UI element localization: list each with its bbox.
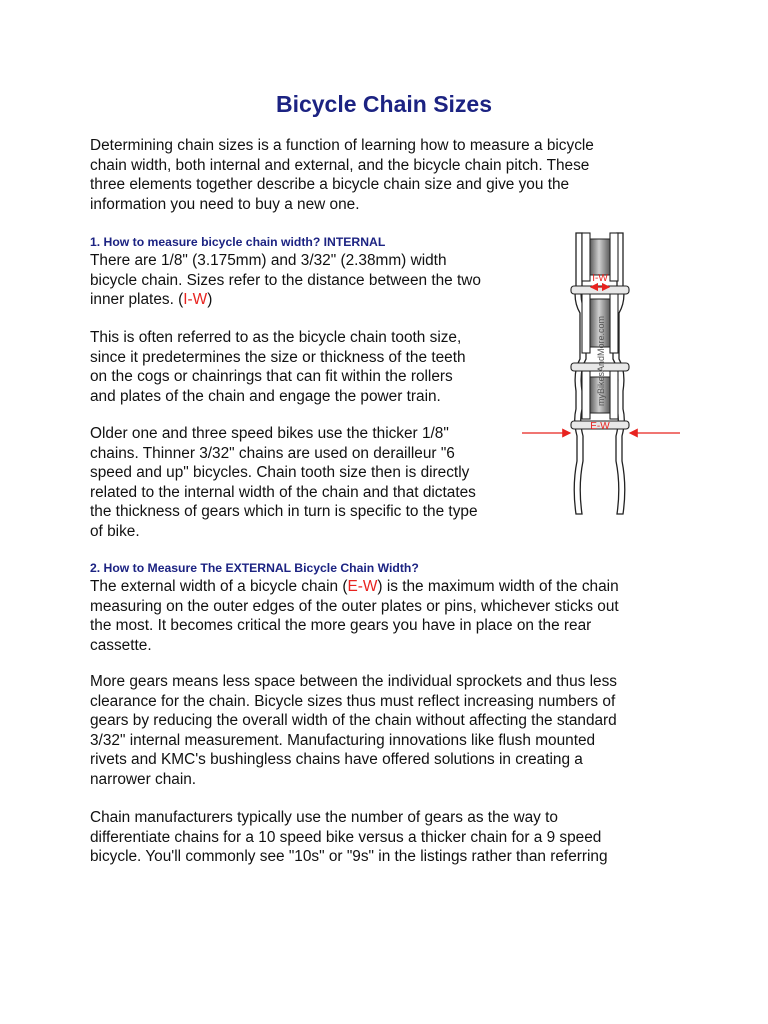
ew-label: E-W [590,421,610,432]
paragraph-line: related to the internal width of the chain and that dictates [90,483,476,501]
paragraph-line: of bike. [90,522,140,540]
paragraph-text: The external width of a bicycle chain ( [90,578,348,595]
paragraph-line: measuring on the outer edges of the outer plates or pins, whichever sticks out [90,597,619,615]
paragraph-line [90,290,481,310]
paragraph-text: inner plates. ( [90,291,184,309]
paragraph-line: on the cogs or chainrings that can fit within the rollers [90,368,453,386]
paragraph-line: 3/32" internal measurement. Manufacturing innovations like flush mounted [90,731,596,749]
paragraph-line: There are 1/8" (3.175mm) and 3/32" (2.38mm) width [90,252,447,269]
page-title: Bicycle Chain Sizes [275,91,493,117]
watermark-text: myBikesAndMore.com [596,315,606,406]
inner-plate [582,371,590,419]
paragraph-line: rivets and KMC's bushingless chains have offered solutions in creating a [90,751,583,769]
paragraph-line: and plates of the chain and engage the power train. [90,387,441,405]
paragraph-line: speed and up" bicycles. Chain tooth size then is directly [90,464,470,482]
section-1-heading: 1. How to measure bicycle chain width? INTERNAL [90,235,386,249]
paragraph-line: the most. It becomes critical the more gears you have in place on the rear [90,617,592,635]
chain-diagram [520,231,685,516]
inner-plate [582,233,590,281]
section-1-paragraph-2 [90,328,466,406]
paragraph-line: differentiate chains for a 10 speed bike versus a thicker chain for a 9 speed [90,828,602,846]
paragraph-line: gears by reducing the overall width of the chain without affecting the standard [90,712,617,730]
paragraph-line: chains. Thinner 3/32" chains are used on derailleur "6 [90,444,455,462]
section-2-heading: 2. How to Measure The EXTERNAL Bicycle Chain Width? [90,561,419,575]
paragraph-line: More gears means less space between the individual sprockets and thus less [90,673,617,690]
chain-diagram-svg [520,231,685,516]
paragraph-line: Older one and three speed bikes use the thicker 1/8" [90,425,449,442]
paragraph-text: ) is the maximum width of the chain [377,578,619,595]
paragraph-line [90,577,619,597]
paragraph-line: since it predetermines the size or thickness of the teeth [90,348,466,366]
paragraph-line: Chain manufacturers typically use the number of gears as the way to [90,809,558,826]
section-2-paragraph-2 [90,672,617,790]
inner-plate [582,293,590,353]
iw-highlight: I-W [183,291,208,309]
inner-plate [610,371,618,419]
section-2-paragraph-1 [90,577,619,655]
section-1-paragraph-3 [90,424,478,542]
paragraph-line: clearance for the chain. Bicycle sizes thus must reflect increasing numbers of [90,692,616,710]
paragraph-line: bicycle chain. Sizes refer to the distance between the two [90,271,481,289]
paragraph-line: bicycle. You'll commonly see "10s" or "9s" in the listings rather than referring [90,848,608,866]
paragraph-line: This is often referred to as the bicycle chain tooth size, [90,329,462,346]
intro-line: Determining chain sizes is a function of learning how to measure a bicycle [90,137,594,154]
roller [590,239,610,275]
paragraph-line: cassette. [90,636,152,654]
intro-paragraph [90,136,594,214]
paragraph-line: the thickness of gears which in turn is specific to the type [90,503,478,521]
ew-highlight: E-W [347,578,378,595]
inner-plate [610,233,618,281]
iw-label: I-W [592,273,608,284]
paragraph-text: ) [207,291,213,309]
intro-line: three elements together describe a bicycle chain size and give you the [90,176,570,194]
inner-plate [610,293,618,353]
section-1-paragraph-1 [90,251,481,310]
paragraph-line: narrower chain. [90,770,197,788]
section-2-paragraph-3 [90,808,608,867]
intro-line: information you need to buy a new one. [90,195,360,213]
intro-line: chain width, both internal and external, and the bicycle chain pitch. These [90,156,590,174]
